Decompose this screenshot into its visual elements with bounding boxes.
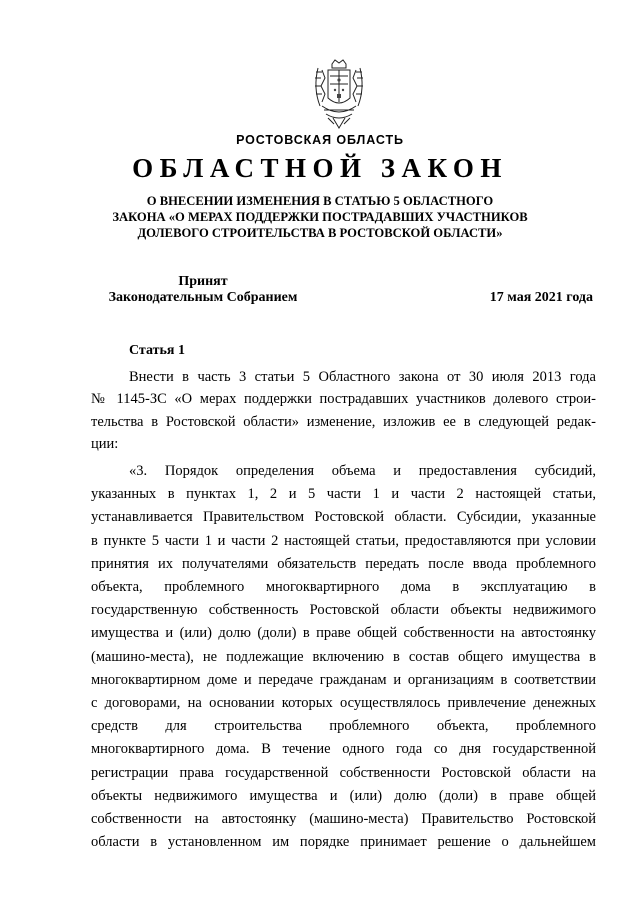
adopted-label: Принят — [178, 274, 228, 289]
law-subtitle — [0, 193, 640, 241]
text-line: государственную собственность Ростовской области объекты недвижимого — [91, 602, 596, 619]
subtitle-line: ЗАКОНА «О МЕРАХ ПОДДЕРЖКИ ПОСТРАДАВШИХ УЧАСТНИКОВ — [112, 210, 528, 224]
text-line: объекты недвижимого имущества и (или) долю (доли) в праве общей — [91, 787, 596, 804]
article-intro-paragraph — [91, 366, 596, 455]
rostov-coat-of-arms-icon — [308, 58, 370, 130]
text-line: многоквартирного дома. В течение одного года со дня государственной — [91, 741, 596, 758]
text-line: принятия их получателями обязательств передать после ввода проблемного — [91, 555, 596, 572]
text-line: устанавливается Правительством Ростовской области. Субсидии, указанные — [91, 509, 596, 526]
adopted-by: Законодательным Собранием — [108, 290, 298, 305]
adoption-date: 17 мая 2021 года — [489, 290, 593, 305]
text-line: области в установленном им порядке принимает решение о дальнейшем — [91, 834, 596, 851]
text-line: (машино-места), не подлежащие включению в состав общего имущества в — [91, 648, 596, 665]
text-line: объекта, проблемного многоквартирного дома в эксплуатацию в — [91, 579, 596, 596]
text-line: регистрации права государственной собственности Ростовской области на — [91, 764, 596, 781]
article-amendment-paragraph — [91, 460, 596, 854]
text-line: «3. Порядок определения объема и предоставления субсидий, — [129, 463, 596, 479]
text-line: ции: — [91, 435, 119, 452]
text-line: имущества и (или) долю (доли) в праве общей собственности на автостоянку — [91, 625, 596, 642]
text-line: Внести в часть 3 статьи 5 Областного закона от 30 июля 2013 года — [129, 369, 596, 385]
region-name: РОСТОВСКАЯ ОБЛАСТЬ — [236, 133, 404, 147]
text-line: средств для строительства проблемного объекта, проблемного — [91, 718, 596, 735]
subtitle-line: О ВНЕСЕНИИ ИЗМЕНЕНИЯ В СТАТЬЮ 5 ОБЛАСТНОГО — [146, 194, 494, 208]
document-title: ОБЛАСТНОЙ ЗАКОН — [132, 153, 508, 183]
text-line: с договорами, на основании которых осуществлялось привлечение денежных — [91, 695, 596, 712]
subtitle-line: ДОЛЕВОГО СТРОИТЕЛЬСТВА В РОСТОВСКОЙ ОБЛАСТИ» — [137, 226, 503, 240]
text-line: многоквартирном доме и передаче гражданам и организациям в соответствии — [91, 671, 596, 688]
adoption-block — [93, 274, 313, 306]
text-line: № 1145-ЗС «О мерах поддержки пострадавших участников долевого строи- — [91, 391, 596, 408]
text-line: в пункте 5 части 1 и части 2 настоящей статьи, предоставляются при условии — [91, 532, 596, 549]
text-line: тельства в Ростовской области» изменение, изложив ее в следующей редак- — [91, 413, 596, 430]
text-line: собственности на автостоянку (машино-места) Правительство Ростовской — [91, 811, 596, 828]
article-heading: Статья 1 — [129, 343, 185, 358]
text-line: указанных в пунктах 1, 2 и 5 части 1 и части 2 настоящей статьи, — [91, 486, 596, 503]
